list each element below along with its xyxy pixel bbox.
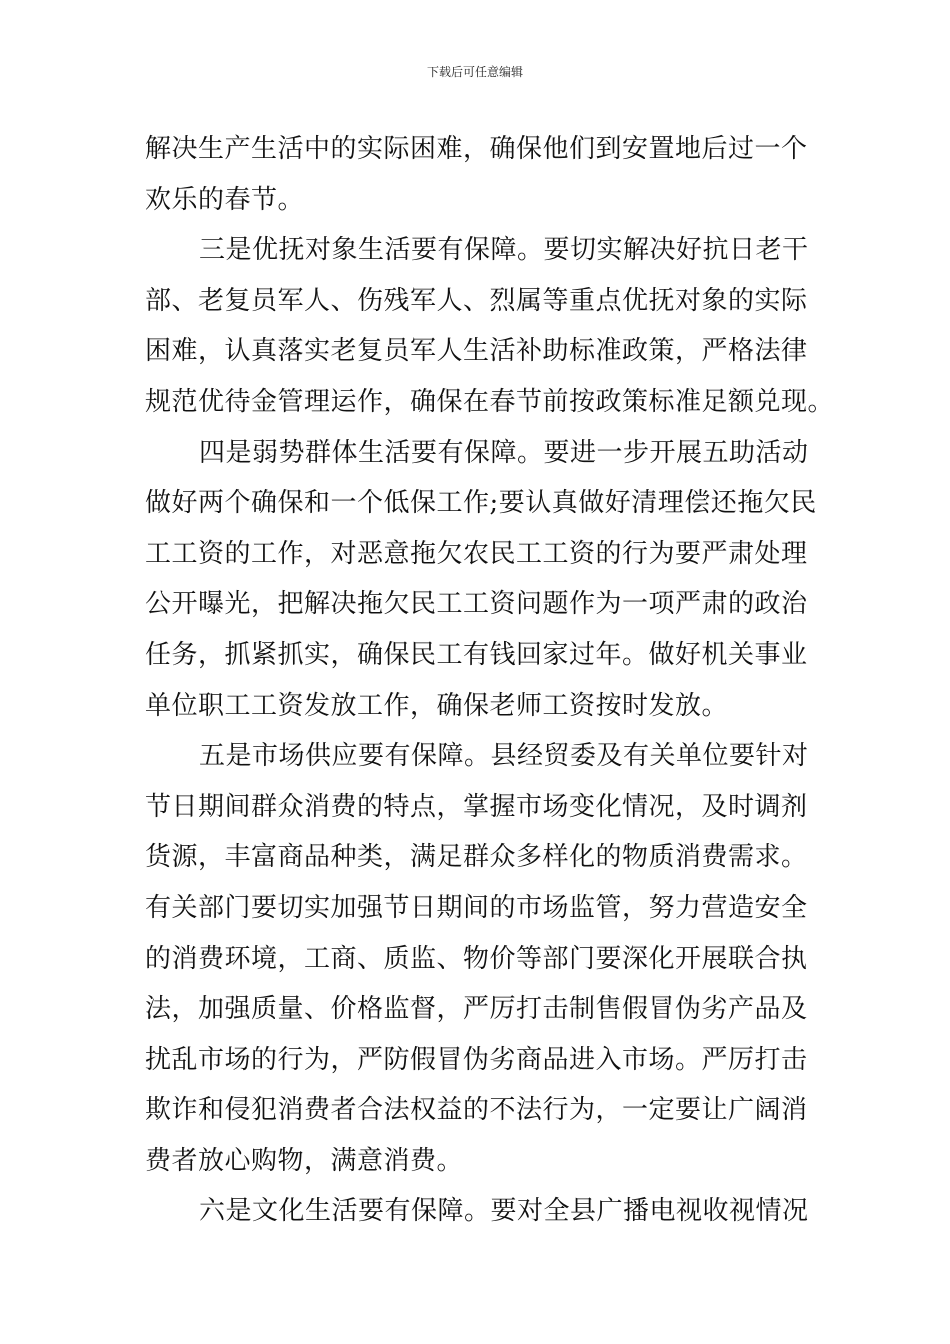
text-line: 做好两个确保和一个低保工作;要认真做好清理偿还拖欠民 xyxy=(145,488,817,519)
text-line: 单位职工工资发放工作，确保老师工资按时发放。 xyxy=(145,690,729,721)
paragraph-start-line: 三是优抚对象生活要有保障。要切实解决好抗日老干 xyxy=(199,235,809,266)
text-line: 节日期间群众消费的特点，掌握市场变化情况，及时调剂 xyxy=(145,791,808,822)
text-line: 欢乐的春节。 xyxy=(145,184,305,215)
paragraph-start-line: 五是市场供应要有保障。县经贸委及有关单位要针对 xyxy=(199,741,809,772)
text-line: 的消费环境，工商、质监、物价等部门要深化开展联合执 xyxy=(145,943,808,974)
document-body xyxy=(145,124,835,1237)
text-line: 货源，丰富商品种类，满足群众多样化的物质消费需求。 xyxy=(145,842,808,873)
text-line: 部、老复员军人、伤残军人、烈属等重点优抚对象的实际 xyxy=(145,285,808,316)
text-line: 任务，抓紧抓实，确保民工有钱回家过年。做好机关事业 xyxy=(145,639,808,670)
text-line: 解决生产生活中的实际困难，确保他们到安置地后过一个 xyxy=(145,134,808,164)
text-line: 费者放心购物，满意消费。 xyxy=(145,1145,464,1176)
text-line: 有关部门要切实加强节日期间的市场监管，努力营造安全 xyxy=(145,892,808,923)
text-line: 公开曝光，把解决拖欠民工工资问题作为一项严肃的政治 xyxy=(145,589,808,620)
page-header: 下载后可任意编辑 xyxy=(426,65,523,79)
text-line: 扰乱市场的行为，严防假冒伪劣商品进入市场。严厉打击 xyxy=(145,1044,808,1075)
text-line: 法，加强质量、价格监督，严厉打击制售假冒伪劣产品及 xyxy=(145,994,808,1025)
text-line: 困难，认真落实老复员军人生活补助标准政策，严格法律 xyxy=(145,336,808,367)
text-line: 工工资的工作，对恶意拖欠农民工工资的行为要严肃处理 xyxy=(145,538,808,569)
text-line: 欺诈和侵犯消费者合法权益的不法行为，一定要让广阔消 xyxy=(145,1095,808,1126)
paragraph-start-line: 四是弱势群体生活要有保障。要进一步开展五助活动 xyxy=(199,437,809,468)
text-line: 规范优待金管理运作，确保在春节前按政策标准足额兑现。 xyxy=(145,386,835,417)
paragraph-start-line: 六是文化生活要有保障。要对全县广播电视收视情况 xyxy=(199,1196,809,1227)
